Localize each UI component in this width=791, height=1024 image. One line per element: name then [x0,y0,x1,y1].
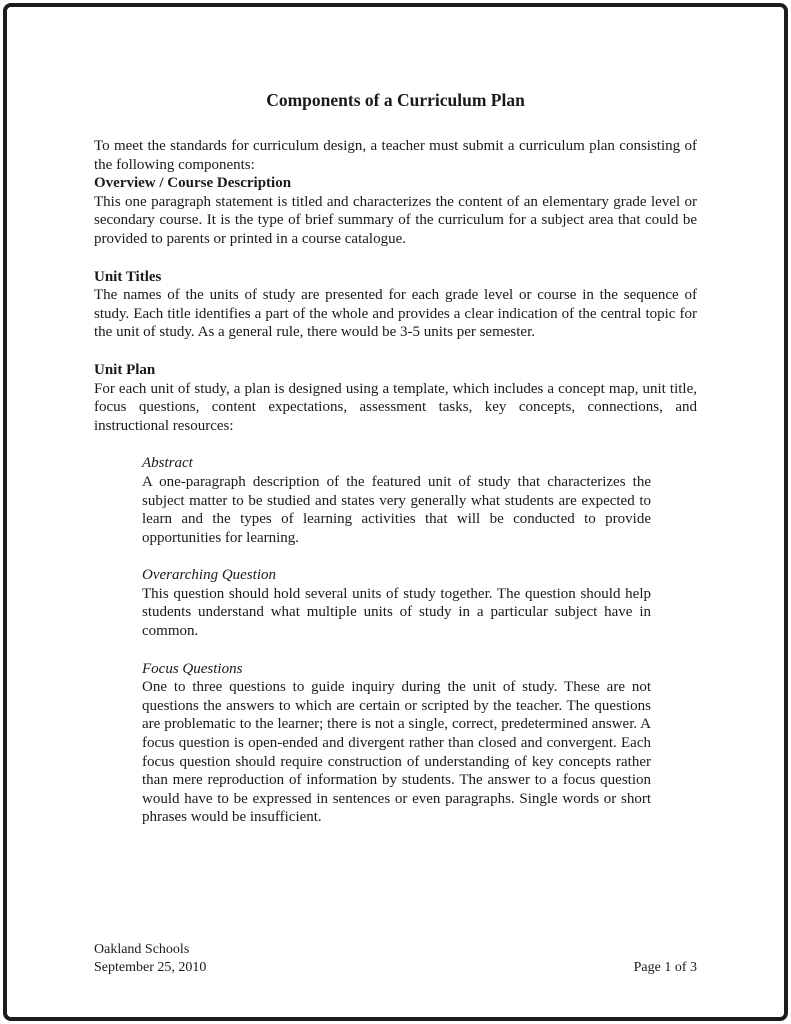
footer-date: September 25, 2010 [94,960,207,975]
intro-paragraph: To meet the standards for curriculum design, a teacher must submit a curriculum plan consisting of the following components: [94,138,697,173]
document-title: Components of a Curriculum Plan [266,90,525,110]
footer-organization: Oakland Schools [94,942,190,957]
section-body: The names of the units of study are presented for each grade level or course in the sequence of study. Each title identifies a part of the whole and provides a clear indication of the central topic for the unit of study. As a general rule, there would be 3-5 units per semester. [94,287,697,341]
section-heading: Overview / Course Description [94,175,292,192]
subsection-overarching-question [142,566,651,640]
subsection-focus-questions [142,660,651,827]
subsection-body: One to three questions to guide inquiry during the unit of study. These are not questions the answers to which are certain or scripted by the teacher. The questions are problematic to the learner; there is not a single, correct, predetermined answer. A focus question is open-ended and divergent rather than closed and convergent. Each focus question should require construction of understanding of key concepts rather than mere reproduction of information by students. The answer to a focus question would have to be expressed in sentences or even paragraphs. Single words or short phrases would be insufficient. [142,679,651,826]
section-body: For each unit of study, a plan is designed using a template, which includes a concept map, unit title, focus questions, content expectations, assessment tasks, key concepts, connections, and instructional resources: [94,380,697,434]
subsection-heading: Abstract [142,455,193,472]
footer-page-number: Page 1 of 3 [633,960,697,975]
subsection-abstract [142,454,651,547]
section-unit-plan [94,361,697,435]
footer-left [94,941,206,977]
section-heading: Unit Plan [94,361,156,378]
subsection-heading: Focus Questions [142,660,243,677]
section-heading: Unit Titles [94,268,162,285]
page-footer [94,941,697,977]
section-unit-titles [94,268,697,342]
section-body: This one paragraph statement is titled and characterizes the content of an elementary grade level or secondary course. It is the type of brief summary of the curriculum for a subject area that could be provided to parents or printed in a course catalogue. [94,193,697,247]
subsection-body: This question should hold several units of study together. The question should help students understand what multiple units of study in a particular subject have in common. [142,585,651,640]
document-content [94,0,697,846]
subsection-body: A one-paragraph description of the featured unit of study that characterizes the subject matter to be studied and states very generally what students are expected to learn and the types of learning activities that will be conducted to provide opportunities for learning. [142,473,651,546]
subsection-heading: Overarching Question [142,567,277,584]
section-overview-course-description [94,174,697,248]
